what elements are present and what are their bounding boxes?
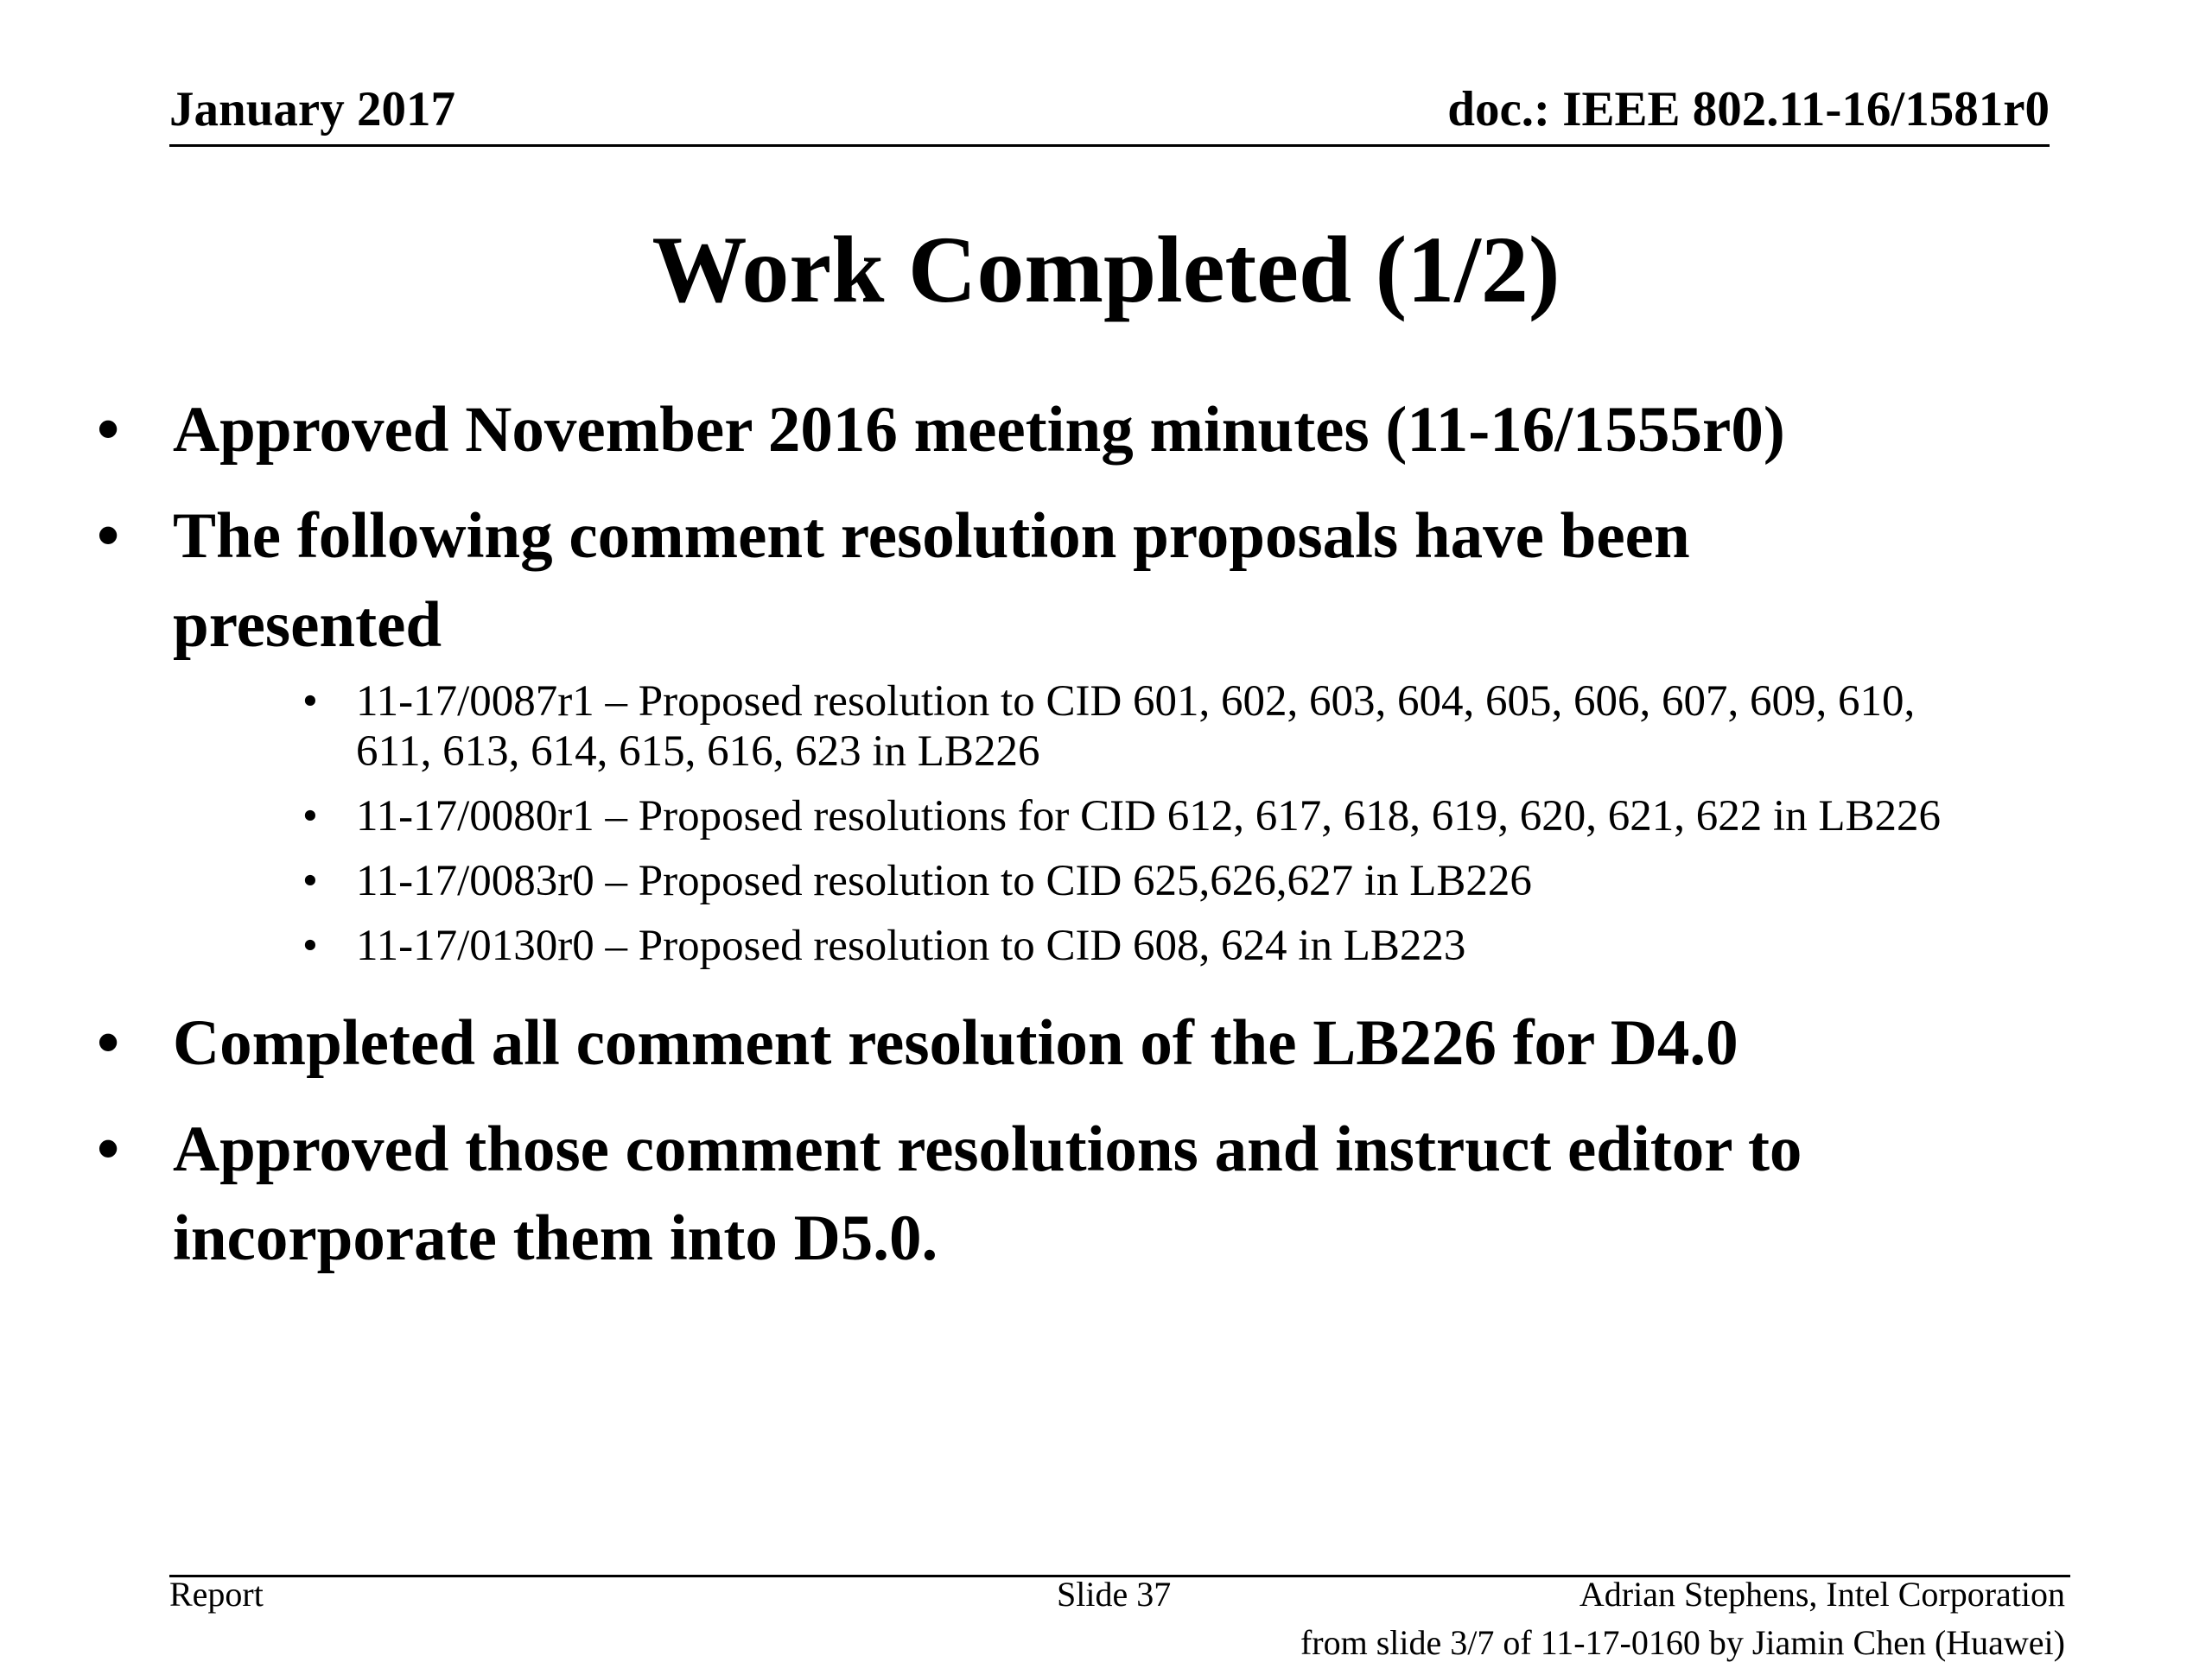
- slide-title: Work Completed (1/2): [652, 217, 1560, 322]
- bullet-marker: •: [97, 1007, 120, 1079]
- sub-bullet-text: 11-17/0083r0 – Proposed resolution to CID 625,626,627 in LB226: [356, 857, 1532, 905]
- footer-author: Adrian Stephens, Intel Corporation: [1579, 1575, 2065, 1614]
- header-date: January 2017: [169, 82, 455, 136]
- bullet-marker: •: [97, 1113, 120, 1185]
- footer-source-note: from slide 3/7 of 11-17-0160 by Jiamin Chen (Huawei): [1300, 1623, 2065, 1662]
- sub-bullet-marker: •: [302, 857, 318, 905]
- bullet-text: Approved November 2016 meeting minutes (11-16/1555r0): [173, 394, 1785, 466]
- sub-bullet-marker: •: [302, 677, 318, 726]
- bullet-text: Completed all comment resolution of the LB226 for D4.0: [173, 1007, 1738, 1079]
- header-doc-id: doc.: IEEE 802.11-16/1581r0: [1447, 82, 2050, 136]
- sub-bullet-text-continued: 611, 613, 614, 615, 616, 623 in LB226: [356, 727, 1040, 776]
- footer-report: Report: [169, 1575, 264, 1614]
- sub-bullet-marker: •: [302, 792, 318, 841]
- bullet-text-continued: presented: [173, 589, 442, 661]
- sub-bullet-text: 11-17/0087r1 – Proposed resolution to CID 601, 602, 603, 604, 605, 606, 607, 609, 610,: [356, 677, 1916, 726]
- sub-bullet-marker: •: [302, 922, 318, 970]
- sub-bullet-text: 11-17/0080r1 – Proposed resolutions for CID 612, 617, 618, 619, 620, 621, 622 in LB226: [356, 792, 1942, 841]
- bullet-text-continued: incorporate them into D5.0.: [173, 1202, 938, 1274]
- bullet-marker: •: [97, 394, 120, 466]
- bullet-text: Approved those comment resolutions and instruct editor to: [173, 1113, 1802, 1185]
- bullet-text: The following comment resolution proposals have been: [173, 500, 1690, 572]
- sub-bullet-text: 11-17/0130r0 – Proposed resolution to CID 608, 624 in LB223: [356, 922, 1466, 970]
- footer-slide-number: Slide 37: [1057, 1575, 1172, 1614]
- header-rule: [169, 144, 2050, 147]
- bullet-marker: •: [97, 500, 120, 572]
